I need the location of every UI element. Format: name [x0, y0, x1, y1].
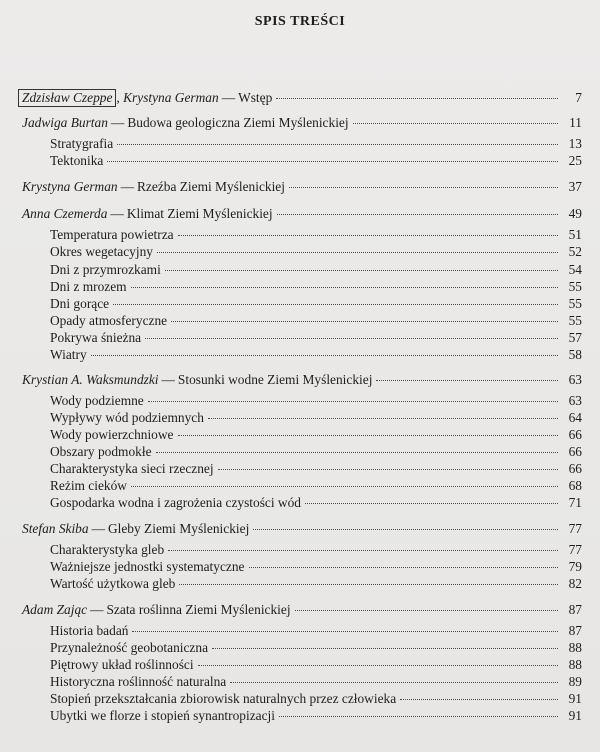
toc-section-entry: [50, 153, 582, 169]
page-number: 89: [568, 674, 582, 689]
entry-label: [22, 179, 285, 195]
entry-label: [22, 372, 372, 388]
dot-leader: [117, 144, 558, 145]
entry-title: Przynależność geobotaniczna: [50, 640, 209, 655]
toc-section-entry: [50, 244, 582, 260]
toc-chapter-entry: [22, 90, 582, 106]
dot-leader: [212, 648, 558, 649]
entry-author: Stefan Skiba: [22, 521, 89, 536]
toc-chapter-entry: [22, 206, 582, 222]
entry-title: Stosunki wodne Ziemi Myślenickiej: [177, 372, 373, 387]
entry-label: [50, 244, 153, 260]
entry-title: Dni z przymrozkami: [50, 262, 161, 277]
em-dash: —: [221, 90, 236, 105]
page-number: 91: [568, 691, 582, 706]
entry-label: [50, 410, 204, 426]
dot-leader: [107, 161, 558, 162]
dot-leader: [157, 252, 558, 253]
entry-label: [22, 521, 249, 537]
dot-leader: [276, 98, 558, 99]
page-number: 91: [568, 708, 582, 723]
toc-section-entry: [50, 495, 582, 511]
page-title: SPIS TREŚCI: [254, 14, 346, 29]
page-number: 87: [568, 602, 582, 617]
entry-title: Opady atmosferyczne: [50, 313, 168, 328]
toc-section-entry: [50, 576, 582, 592]
page-number: 68: [568, 478, 582, 493]
dot-leader: [208, 418, 558, 419]
entry-title: Wody powierzchniowe: [50, 427, 174, 442]
entry-author: , Krystyna German: [116, 90, 219, 105]
page-number: 55: [568, 313, 582, 328]
entry-title: Szata roślinna Ziemi Myślenickiej: [106, 602, 291, 617]
entry-title: Wypływy wód podziemnych: [50, 410, 204, 425]
entry-label: [50, 153, 103, 169]
entry-title: Stratygrafia: [50, 136, 114, 151]
dot-leader: [132, 631, 558, 632]
toc-section-entry: [50, 691, 582, 707]
page-number: 88: [568, 640, 582, 655]
entry-title: Charakterystyka gleb: [50, 542, 165, 557]
toc-chapter-entry: [22, 115, 582, 131]
page-number: 51: [568, 227, 582, 242]
toc-chapter-entry: [22, 521, 582, 537]
entry-label: [22, 602, 291, 618]
page-number: 63: [568, 372, 582, 387]
entry-author: Krystyna German: [22, 179, 118, 194]
dot-leader: [253, 529, 558, 530]
entry-label: [50, 393, 144, 409]
toc-section-entry: [50, 262, 582, 278]
page-number: 82: [568, 576, 582, 591]
entry-label: [50, 296, 109, 312]
page-number: 25: [568, 153, 582, 168]
page-number: 54: [568, 262, 582, 277]
toc-section-entry: [50, 674, 582, 690]
toc-section-entry: [50, 657, 582, 673]
toc-section-entry: [50, 708, 582, 724]
entry-label: [22, 115, 349, 131]
page-number: 58: [568, 347, 582, 362]
page-number: 66: [568, 444, 582, 459]
dot-leader: [400, 699, 558, 700]
page-number: 52: [568, 244, 582, 259]
dot-leader: [168, 550, 558, 551]
entry-title: Budowa geologiczna Ziemi Myślenickiej: [127, 115, 349, 130]
entry-title: Wstęp: [238, 90, 273, 105]
entry-label: [50, 136, 113, 152]
em-dash: —: [161, 372, 175, 387]
page-number: 11: [569, 115, 582, 130]
entry-label: [50, 708, 275, 724]
page-number: 49: [568, 206, 582, 221]
entry-label: [50, 313, 167, 329]
dot-leader: [305, 503, 558, 504]
entry-label: [50, 262, 161, 278]
entry-title: Tektonika: [50, 153, 104, 168]
entry-title: Rzeźba Ziemi Myślenickiej: [136, 179, 285, 194]
toc-section-entry: [50, 347, 582, 363]
entry-label: [50, 461, 214, 477]
entry-title: Reżim cieków: [50, 478, 127, 493]
page-number: 71: [568, 495, 582, 510]
entry-title: Okres wegetacyjny: [50, 244, 153, 259]
page-number: 57: [568, 330, 582, 345]
entry-label: [50, 623, 128, 639]
dot-leader: [230, 682, 558, 683]
entry-title: Wartość użytkowa gleb: [50, 576, 176, 591]
em-dash: —: [110, 206, 124, 221]
page-number: 79: [568, 559, 582, 574]
dot-leader: [91, 355, 558, 356]
entry-author: Krystian A. Waksmundzki: [22, 372, 159, 387]
dot-leader: [178, 435, 559, 436]
dot-leader: [148, 401, 558, 402]
em-dash: —: [91, 521, 105, 536]
dot-leader: [131, 287, 558, 288]
entry-title: Wody podziemne: [50, 393, 144, 408]
entry-title: Ubytki we florze i stopień synantropizacji: [50, 708, 275, 723]
dot-leader: [198, 665, 558, 666]
page-number: 37: [568, 179, 582, 194]
entry-title: Dni gorące: [50, 296, 110, 311]
dot-leader: [295, 610, 558, 611]
dot-leader: [353, 123, 558, 124]
entry-label: [50, 674, 226, 690]
page-number: 66: [568, 427, 582, 442]
toc-section-entry: [50, 313, 582, 329]
entry-title: Obszary podmokłe: [50, 444, 152, 459]
entry-title: Historia badań: [50, 623, 129, 638]
toc-section-entry: [50, 461, 582, 477]
page-number: 7: [575, 90, 582, 105]
dot-leader: [279, 716, 558, 717]
dot-leader: [171, 321, 558, 322]
toc-chapter-entry: [22, 179, 582, 195]
dot-leader: [376, 380, 558, 381]
entry-label: [50, 330, 141, 346]
entry-label: [50, 559, 245, 575]
entry-title: Historyczna roślinność naturalna: [50, 674, 227, 689]
toc-section-entry: [50, 427, 582, 443]
entry-title: Ważniejsze jednostki systematyczne: [50, 559, 245, 574]
entry-title: Stopień przekształcania zbiorowisk naturalnych przez człowieka: [50, 691, 397, 706]
entry-author: Anna Czemerda: [22, 206, 108, 221]
entry-label: [22, 90, 272, 106]
entry-label: [50, 657, 194, 673]
entry-label: [50, 691, 396, 707]
entry-title: Piętrowy układ roślinności: [50, 657, 194, 672]
toc-section-entry: [50, 296, 582, 312]
entry-label: [50, 427, 174, 443]
toc-section-entry: [50, 410, 582, 426]
page-number: 87: [568, 623, 582, 638]
page-number: 77: [568, 521, 582, 536]
em-dash: —: [120, 179, 134, 194]
dot-leader: [218, 469, 558, 470]
entry-author: Jadwiga Burtan: [22, 115, 108, 130]
dot-leader: [289, 187, 558, 188]
entry-label: [22, 206, 273, 222]
toc-section-entry: [50, 279, 582, 295]
entry-title: Charakterystyka sieci rzecznej: [50, 461, 214, 476]
toc-section-entry: [50, 227, 582, 243]
page-number: 13: [568, 136, 582, 151]
dot-leader: [277, 214, 558, 215]
entry-label: [50, 640, 208, 656]
dot-leader: [113, 304, 558, 305]
dot-leader: [156, 452, 558, 453]
page-number: 88: [568, 657, 582, 672]
dot-leader: [131, 486, 558, 487]
entry-label: [50, 227, 174, 243]
entry-label: [50, 347, 87, 363]
entry-title: Wiatry: [50, 347, 87, 362]
toc-section-entry: [50, 136, 582, 152]
dot-leader: [249, 567, 558, 568]
toc-section-entry: [50, 330, 582, 346]
entry-title: Gleby Ziemi Myślenickiej: [107, 521, 250, 536]
page-number: 63: [568, 393, 582, 408]
em-dash: —: [90, 602, 104, 617]
toc-section-entry: [50, 542, 582, 558]
toc-section-entry: [50, 478, 582, 494]
dot-leader: [145, 338, 558, 339]
toc-chapter-entry: [22, 372, 582, 388]
entry-title: Klimat Ziemi Myślenickiej: [126, 206, 273, 221]
page-number: 77: [568, 542, 582, 557]
entry-label: [50, 279, 127, 295]
em-dash: —: [110, 115, 125, 130]
entry-title: Gospodarka wodna i zagrożenia czystości wód: [50, 495, 301, 510]
toc-chapter-entry: [22, 602, 582, 618]
entry-title: Temperatura powietrza: [50, 227, 174, 242]
toc-section-entry: [50, 640, 582, 656]
entry-label: [50, 444, 152, 460]
page-number: 55: [568, 296, 582, 311]
toc-section-entry: [50, 393, 582, 409]
dot-leader: [179, 584, 558, 585]
page-number: 66: [568, 461, 582, 476]
toc-section-entry: [50, 623, 582, 639]
dot-leader: [178, 235, 558, 236]
entry-label: [50, 478, 127, 494]
dot-leader: [165, 270, 558, 271]
entry-label: [50, 542, 164, 558]
page-number: 55: [568, 279, 582, 294]
toc-section-entry: [50, 444, 582, 460]
entry-title: Pokrywa śnieżna: [50, 330, 142, 345]
page-number: 64: [568, 410, 582, 425]
toc-section-entry: [50, 559, 582, 575]
entry-author: Zdzisław Czeppe: [18, 89, 116, 107]
entry-label: [50, 495, 301, 511]
entry-author: Adam Zając: [22, 602, 88, 617]
entry-title: Dni z mrozem: [50, 279, 127, 294]
entry-label: [50, 576, 175, 592]
